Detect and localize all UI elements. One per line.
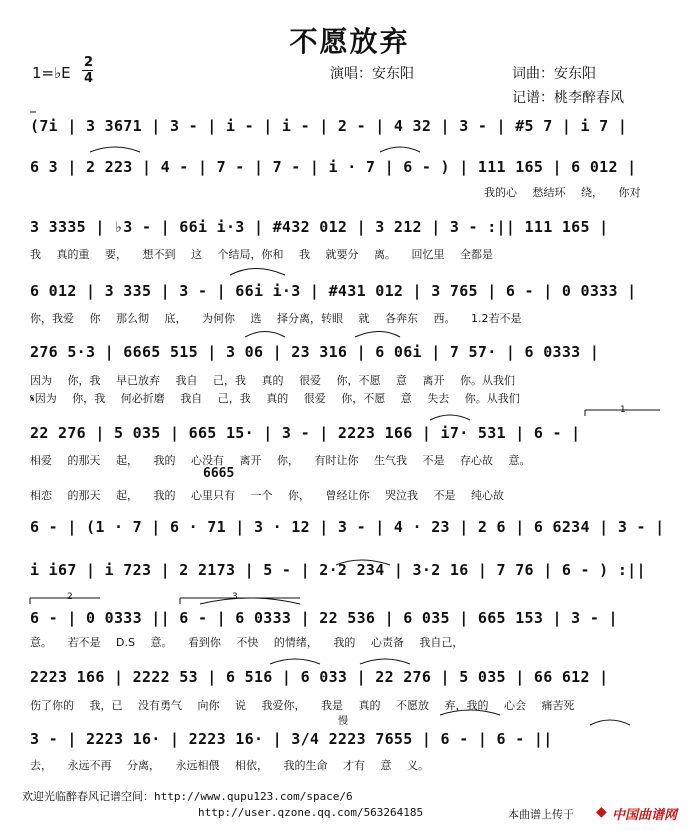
notation-row: 6 3 | 2 223 | 4 - | 7 - | 7 - | i · 7 | 6 - ) | 111 165 | 6 012 | [30,158,637,176]
ending-3-label: 3 [232,592,238,602]
notation-row: 2223 166 | 2222 53 | 6 516 | 6 033 | 22 276 | 5 035 | 66 612 | [30,668,609,686]
lyric-line: 去， 永远不再 分离， 永远相偎 相依， 我的生命 才有 意 义。 [30,759,429,772]
tie-mark [200,598,300,604]
ending-2-bracket [30,598,100,604]
upload-note: 本曲谱上传于 [508,808,574,821]
notation-row: 3 3335 | ♭3 - | 66i i·3 | #432 012 | 3 212 | 3 - :|| 111 165 | [30,218,609,236]
notation-row: 6 - | 0 0333 || 6 - | 6 0333 | 22 536 | 6 035 | 665 153 | 3 - | [30,609,618,627]
lyric-line: 意。 若不是 D.S 意。 看到你 不快 的情绪， 我的 心责备 我自己， [30,636,464,649]
transcriber-credit: 记谱：桃李醉春风 [512,90,624,106]
notation-row: i i67 | i 723 | 2 2173 | 5 - | 2·2 234 | 3·2 16 | 7 76 | 6 - ) :|| [30,561,646,579]
tie-mark [270,659,320,664]
lyric-line: 你，我爱 你 那么彻 底， 为何你 选 择分离，转眼 就 各奔东 西。 1.2若不是 [30,312,522,325]
composer-credit: 词曲：安东阳 [512,66,596,82]
tie-mark [360,659,410,664]
lyric-line: 相恋 的那天 起， 我的 心里只有 一个 你， 曾经让你 哭泣我 不是 纯心故 [30,489,504,502]
song-title: 不愿放弃 [289,25,410,58]
notation-row: 6 012 | 3 335 | 3 - | 66i i·3 | #431 012 | 3 765 | 6 - | 0 0333 | [30,282,637,300]
key-signature: 1=♭E [32,64,71,82]
notation-row: 276 5·3 | 6665 515 | 3 06 | 23 316 | 6 06i | 7 57· | 6 0333 | [30,343,600,361]
lyric-line: 𝄋因为 你，我 何必折磨 我自 己，我 真的 很爱 你，不愿 意 失去 你。从我们 [30,392,520,405]
tie-mark [90,147,140,152]
lyric-line: 因为 你，我 早已放弃 我自 己，我 真的 很爱 你，不愿 意 离开 你。从我们 [30,374,515,387]
site-logo-text: 中国曲谱网 [612,808,678,823]
time-signature-top: 2 [84,55,94,70]
lyric-line: 相爱 的那天 起， 我的 心没有 离开 你， 有时让你 生气我 不是 存心故 意。 [30,454,531,467]
tempo-slow-mark: 慢 [338,716,348,727]
footer-qzone-url: http://user.qzone.qq.com/563264185 [198,806,424,819]
tie-mark [355,332,400,338]
tie-mark [336,560,390,565]
alternate-notes: 6665 [203,466,235,481]
ending-1-label: 1 [620,405,626,415]
notation-row: (7i | 3 3671 | 3 - | i - | i - | 2 - | 4 32 | 3 - | #5 7 | i 7 | [30,117,628,135]
tie-mark [430,415,470,420]
ending-1-bracket [585,410,660,416]
tie-mark [590,720,630,725]
lyric-line: 我 真的重 要， 想不到 这 个结局，你和 我 就要分 离。 回忆里 全都是 [30,248,493,261]
lyric-line: 我的心 愁结环 绕， 你对 [484,186,641,199]
ending-3-bracket [180,598,300,604]
logo-mark-icon: ◆ [596,804,607,820]
time-signature-bottom: 4 [84,71,94,86]
footer-welcome: 欢迎光临醉春风记谱空间：http://www.qupu123.com/space/6 [22,790,353,803]
notation-row: 3 - | 2223 16· | 2223 16· | 3/4 2223 7655 | 6 - | 6 - || [30,730,553,748]
tie-mark [440,710,500,715]
tie-mark [380,147,420,152]
tie-mark [230,269,285,276]
singer-credit: 演唱：安东阳 [330,66,414,82]
tie-mark [245,332,285,338]
lyric-line: 伤了你的 我，已 没有勇气 向你 说 我爱你， 我是 真的 不愿放 弃，我的 心会 痛苦死 [30,699,575,712]
notation-row: 22 276 | 5 035 | 665 15· | 3 - | 2223 166 | i7· 531 | 6 - | [30,424,581,442]
notation-row: 6 - | (1 · 7 | 6 · 71 | 3 · 12 | 3 - | 4 · 23 | 2 6 | 6 6234 | 3 - | [30,518,665,536]
ending-2-label: 2 [67,592,73,602]
